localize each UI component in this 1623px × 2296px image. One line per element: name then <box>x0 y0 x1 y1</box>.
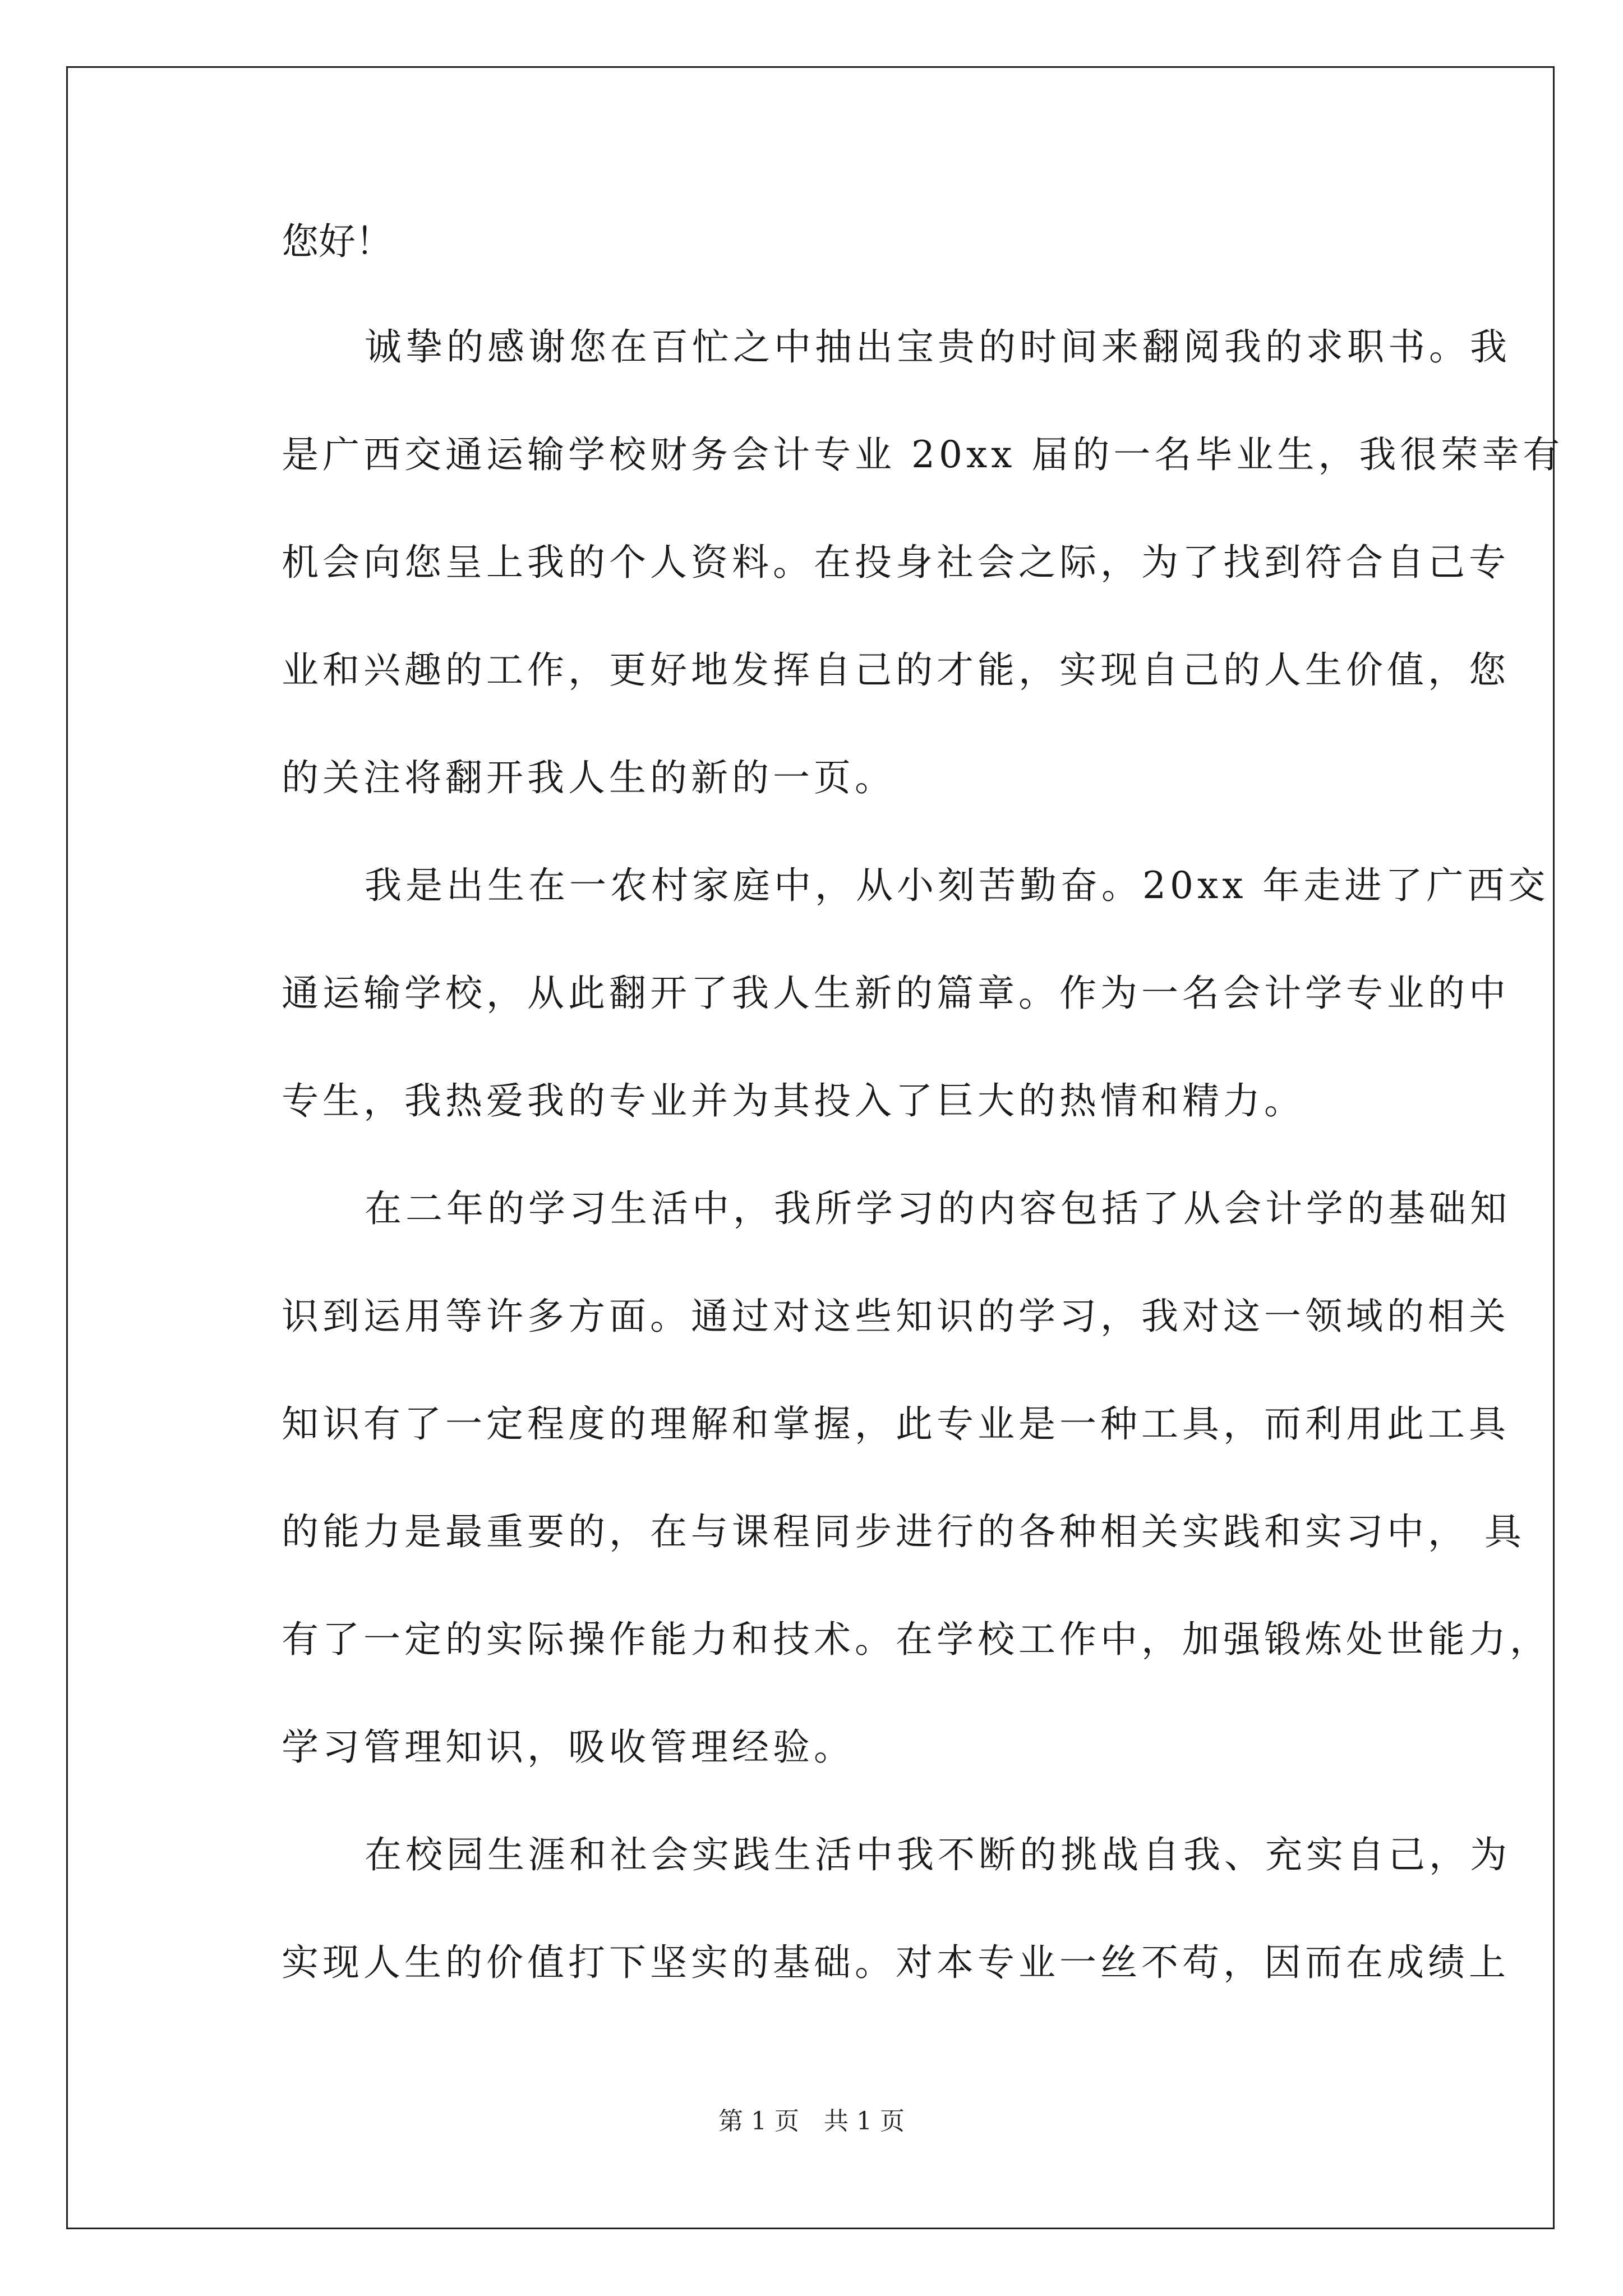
paragraph-line: 通运输学校，从此翻开了我人生新的篇章。作为一名会计学专业的中 <box>282 972 1510 1015</box>
paragraph-line: 业和兴趣的工作，更好地发挥自己的才能，实现自己的人生价值，您 <box>282 648 1510 692</box>
paragraph <box>199 1828 1511 1990</box>
paragraph-line: 学习管理知识，吸收管理经验。 <box>282 1726 855 1769</box>
paragraph <box>199 320 1564 806</box>
paragraph-line: 的关注将翻开我人生的新的一页。 <box>282 756 896 799</box>
paragraph-line: 在校园生涯和社会实践生活中我不断的挑战自我、充实自己，为 <box>365 1833 1511 1876</box>
paragraph-line: 有了一定的实际操作能力和技术。在学校工作中，加强锻炼处世能力， <box>282 1618 1551 1661</box>
paragraph-line: 机会向您呈上我的个人资料。在投身社会之际，为了找到符合自己专 <box>282 541 1510 584</box>
paragraph-line: 是广西交通运输学校财务会计专业 20xx 届的一名毕业生，我很荣幸有 <box>282 433 1564 476</box>
paragraph <box>199 858 1550 1129</box>
page-footer: 第 1 页 共 1 页 <box>718 2107 905 2136</box>
paragraph-line: 诚挚的感谢您在百忙之中抽出宝贵的时间来翻阅我的求职书。我 <box>365 325 1511 369</box>
letter-body <box>199 214 1564 2043</box>
paragraph-line: 专生，我热爱我的专业并为其投入了巨大的热情和精力。 <box>282 1079 1305 1122</box>
paragraph-line: 的能力是最重要的，在与课程同步进行的各种相关实践和实习中， 具 <box>282 1510 1525 1553</box>
greeting: 您好！ <box>282 220 393 263</box>
paragraph-line: 实现人生的价值打下坚实的基础。对本专业一丝不苟，因而在成绩上 <box>282 1941 1510 1984</box>
paragraph-line: 我是出生在一农村家庭中，从小刻苦勤奋。20xx 年走进了广西交 <box>365 864 1550 907</box>
paragraphs <box>199 320 1564 1990</box>
paragraph <box>199 1181 1551 1775</box>
paragraph-line: 在二年的学习生活中，我所学习的内容包括了从会计学的基础知 <box>365 1187 1511 1230</box>
paragraph-line: 知识有了一定程度的理解和掌握，此专业是一种工具，而利用此工具 <box>282 1402 1510 1446</box>
paragraph-line: 识到运用等许多方面。通过对这些知识的学习，我对这一领域的相关 <box>282 1295 1510 1338</box>
